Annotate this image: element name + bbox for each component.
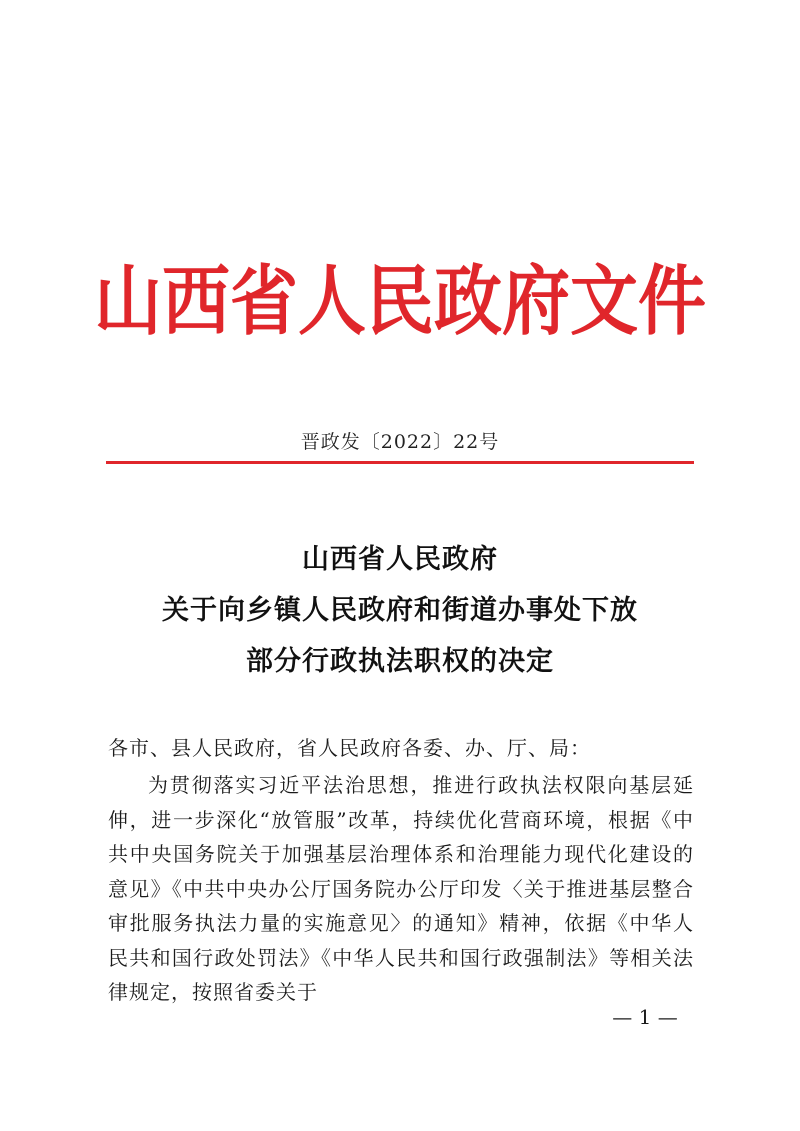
- document-number: 晋政发〔2022〕22号: [300, 431, 500, 453]
- masthead-title: 山西省人民政府文件: [93, 257, 706, 347]
- page-number: — 1 —: [612, 1005, 678, 1029]
- red-divider-line: [106, 461, 694, 464]
- title-line-subject: 关于向乡镇人民政府和街道办事处下放: [162, 595, 638, 626]
- body-paragraph: 为贯彻落实习近平法治思想，推进行政执法权限向基层延伸，进一步深化“放管服”改革，持续优化营商环境，根据《中共中央国务院关于加强基层治理体系和治理能力现代化建设的意见》《中共中央办公厅国务院办公厅印发〈关于推进基层整合审批服务执法力量的实施意见〉的通知》精神，依据《中华人民共和国行政处罚法》《中华人民共和国行政强制法》等相关法律规定，按照省委关于: [108, 773, 694, 1004]
- title-line-issuer: 山西省人民政府: [302, 544, 498, 575]
- title-line-subject-cont: 部分行政执法职权的决定: [246, 646, 554, 677]
- document-title: [0, 534, 800, 687]
- addressee-line: 各市、县人民政府，省人民政府各委、办、厅、局：: [108, 736, 591, 760]
